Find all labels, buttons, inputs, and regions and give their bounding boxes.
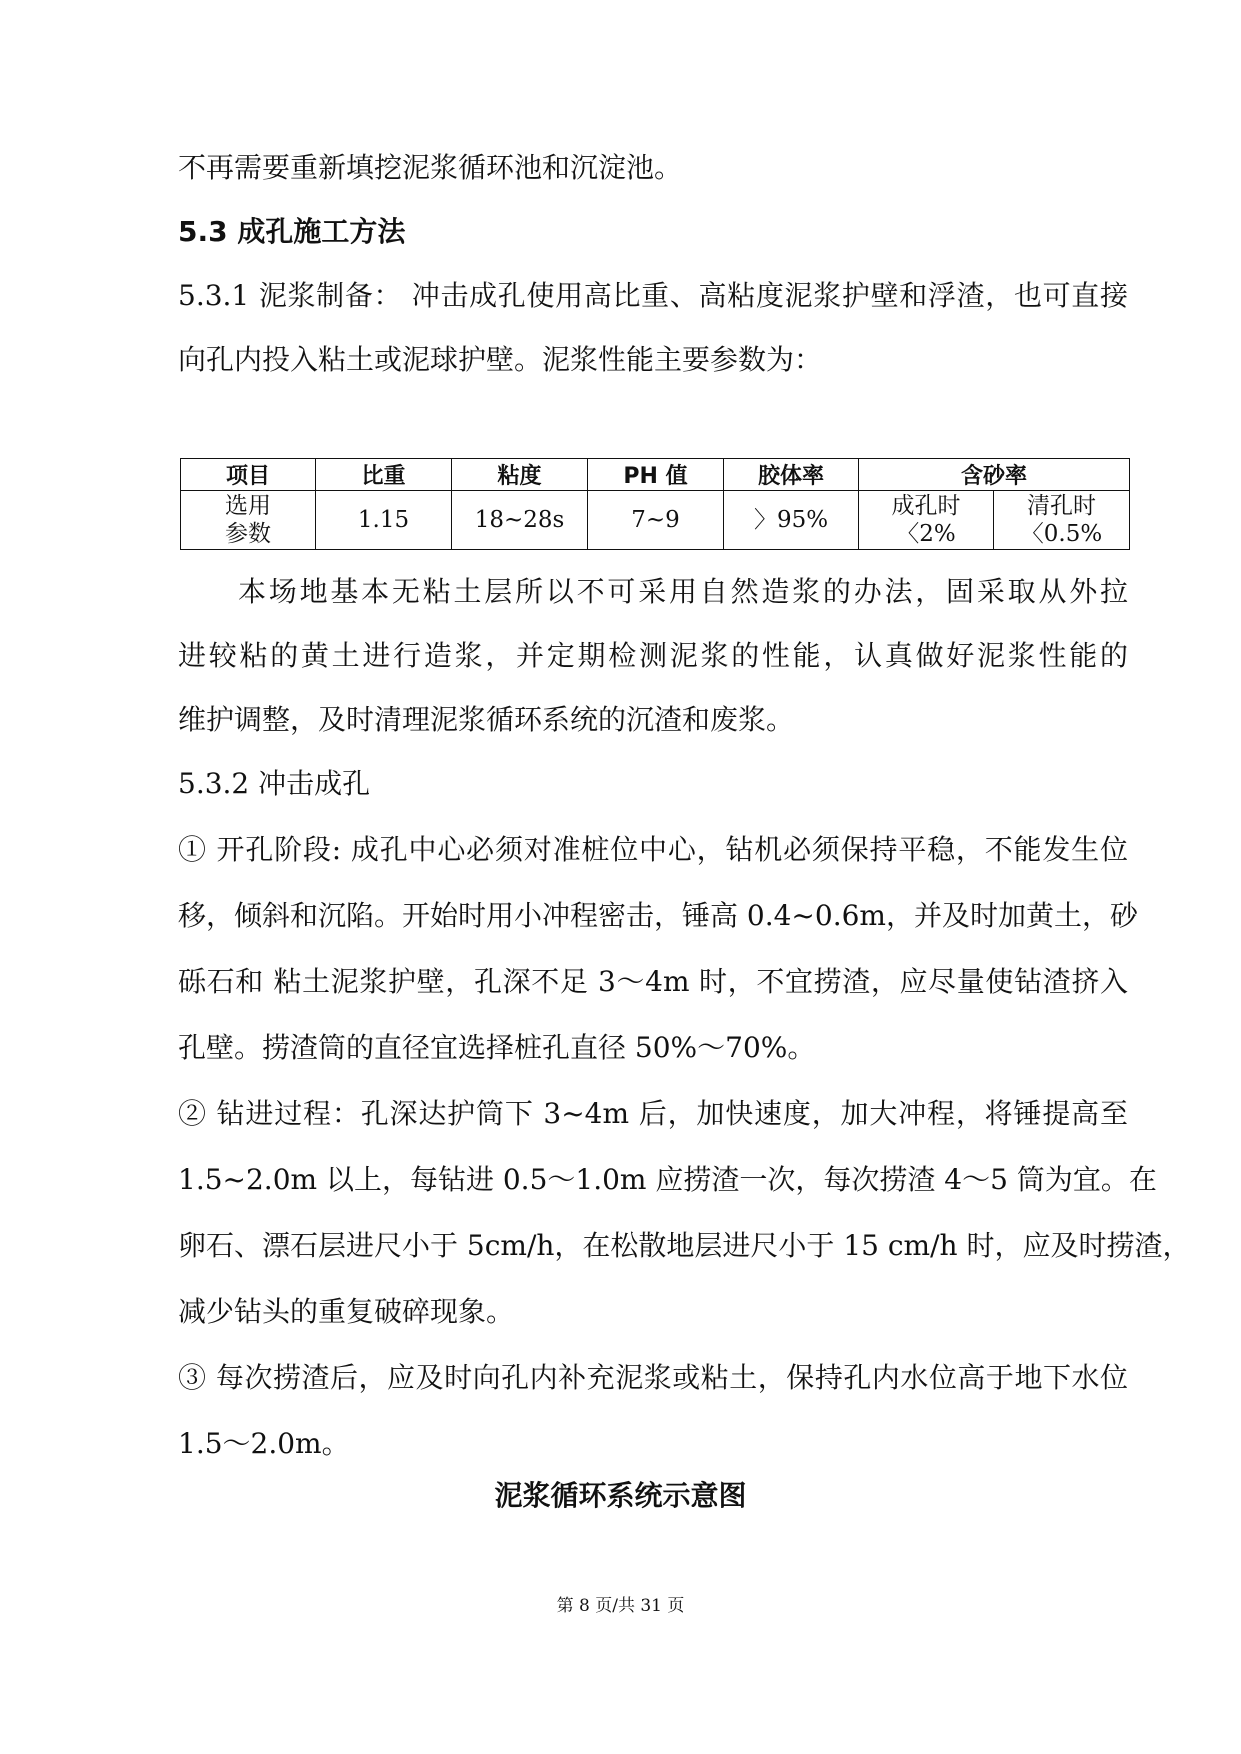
- sand-hole-value: 〈2%: [896, 521, 956, 547]
- site-line-3: 维护调整，及时清理泥浆循环系统的沉渣和废浆。: [178, 703, 795, 736]
- row-label-line-1: 选用: [225, 493, 271, 519]
- header-specific-gravity: 比重: [316, 459, 452, 491]
- header-item: 项目: [181, 459, 316, 491]
- impact-heading: 5.3.2 冲击成孔: [178, 767, 371, 800]
- header-colloid-rate: 胶体率: [724, 459, 859, 491]
- sand-hole-label: 成孔时: [891, 493, 961, 519]
- step2-line-4: 减少钻头的重复破碎现象。: [178, 1295, 515, 1328]
- table-header-row: [181, 459, 1130, 491]
- row-label-line-2: 参数: [225, 521, 271, 547]
- value-ph: 7~9: [588, 491, 724, 550]
- site-line-1: 本场地基本无粘土层所以不可采用自然造浆的办法，固采取从外拉: [238, 575, 1128, 608]
- header-sand-content: 含砂率: [859, 459, 1130, 491]
- table-row: [181, 491, 1130, 550]
- step1-line-2: 移，倾斜和沉陷。开始时用小冲程密击，锤高 0.4~0.6m，并及时加黄土，砂: [178, 899, 1138, 932]
- figure-title: 泥浆循环系统示意图: [494, 1479, 747, 1512]
- step1-line-3: 砾石和 粘土泥浆护壁，孔深不足 3～4m 时，不宜捞渣，应尽量使钻渣挤入: [178, 965, 1128, 998]
- mud-prep-line-2: 向孔内投入粘土或泥球护壁。泥浆性能主要参数为：: [178, 343, 823, 376]
- mud-prep-line-1: 5.3.1 泥浆制备： 冲击成孔使用高比重、高粘度泥浆护壁和浮渣，也可直接: [178, 279, 1128, 312]
- step1-line-4: 孔壁。捞渣筒的直径宜选择桩孔直径 50%～70%。: [178, 1031, 816, 1064]
- step1-line-1: ① 开孔阶段: 成孔中心必须对准桩位中心，钻机必须保持平稳，不能发生位: [178, 833, 1128, 866]
- header-ph: PH 值: [588, 459, 724, 491]
- step2-line-3: 卵石、漂石层进尺小于 5cm/h，在松散地层进尺小于 15 cm/h 时，应及时捞渣，: [178, 1229, 1191, 1262]
- sand-clean-label: 清孔时: [1027, 493, 1096, 519]
- value-viscosity: 18~28s: [452, 491, 588, 550]
- header-viscosity: 粘度: [452, 459, 588, 491]
- step3-line-1: ③ 每次捞渣后，应及时向孔内补充泥浆或粘土，保持孔内水位高于地下水位: [178, 1361, 1128, 1394]
- step3-line-2: 1.5～2.0m。: [178, 1427, 350, 1460]
- sand-hole-cell: [859, 491, 994, 550]
- step2-line-1: ② 钻进过程：孔深达护筒下 3~4m 后，加快速度，加大冲程，将锤提高至: [178, 1097, 1128, 1130]
- section-heading: 5.3 成孔施工方法: [178, 215, 406, 248]
- intro-tail-text: 不再需要重新填挖泥浆循环池和沉淀池。: [178, 151, 683, 184]
- sand-clean-value: 〈0.5%: [1020, 521, 1103, 547]
- mud-parameters-table: [180, 458, 1130, 550]
- sand-clean-cell: [994, 491, 1130, 550]
- step2-line-2: 1.5~2.0m 以上，每钻进 0.5～1.0m 应捞渣一次，每次捞渣 4～5 筒为宜。在: [178, 1163, 1157, 1196]
- row-label-cell: [181, 491, 316, 550]
- site-line-2: 进较粘的黄土进行造浆，并定期检测泥浆的性能，认真做好泥浆性能的: [178, 639, 1128, 672]
- value-specific-gravity: 1.15: [316, 491, 452, 550]
- page-footer: 第 8 页/共 31 页: [556, 1596, 685, 1616]
- value-colloid-rate: 〉95%: [724, 491, 859, 550]
